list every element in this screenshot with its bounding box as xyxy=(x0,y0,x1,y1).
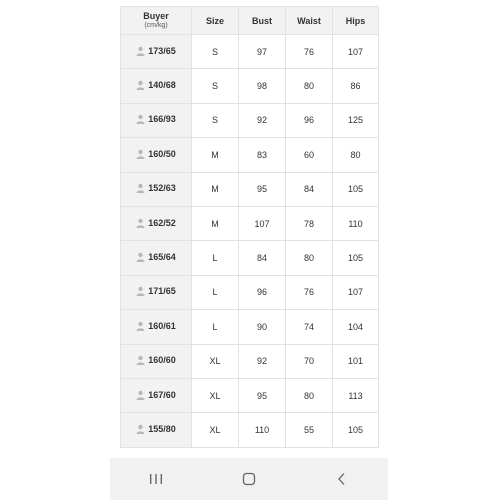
cell-buyer xyxy=(121,413,192,447)
cell-size: M xyxy=(192,206,239,240)
cell-waist: 76 xyxy=(286,35,333,69)
cell-size: S xyxy=(192,103,239,137)
cell-waist: 80 xyxy=(286,378,333,412)
buyer-cell-content xyxy=(136,149,176,159)
cell-bust: 97 xyxy=(239,35,286,69)
person-icon xyxy=(136,114,145,124)
buyer-cell-content xyxy=(136,321,176,331)
table-row xyxy=(121,69,379,103)
buyer-cell-content xyxy=(136,218,176,228)
cell-hips: 101 xyxy=(333,344,379,378)
person-icon xyxy=(136,355,145,365)
cell-size: XL xyxy=(192,344,239,378)
cell-size: L xyxy=(192,241,239,275)
recent-apps-button[interactable] xyxy=(136,464,176,494)
header-bust: Bust xyxy=(239,7,286,35)
table-row xyxy=(121,310,379,344)
cell-hips: 105 xyxy=(333,172,379,206)
person-icon xyxy=(136,252,145,262)
cell-bust: 107 xyxy=(239,206,286,240)
cell-buyer xyxy=(121,172,192,206)
table-row xyxy=(121,103,379,137)
table-row xyxy=(121,378,379,412)
cell-buyer xyxy=(121,35,192,69)
buyer-measurement: 171/65 xyxy=(148,286,176,297)
buyer-cell-content xyxy=(136,355,176,365)
person-icon xyxy=(136,321,145,331)
cell-buyer xyxy=(121,103,192,137)
person-icon xyxy=(136,183,145,193)
cell-buyer xyxy=(121,378,192,412)
person-icon xyxy=(136,149,145,159)
table-header-row xyxy=(121,7,379,35)
back-button[interactable] xyxy=(322,464,362,494)
person-icon xyxy=(136,46,145,56)
cell-bust: 84 xyxy=(239,241,286,275)
home-icon xyxy=(242,472,256,486)
cell-bust: 90 xyxy=(239,310,286,344)
cell-buyer xyxy=(121,241,192,275)
buyer-measurement: 155/80 xyxy=(148,423,176,434)
buyer-measurement: 160/50 xyxy=(148,148,176,159)
cell-bust: 110 xyxy=(239,413,286,447)
buyer-cell-content xyxy=(136,390,176,400)
buyer-measurement: 152/63 xyxy=(148,183,176,194)
cell-waist: 78 xyxy=(286,206,333,240)
buyer-measurement: 173/65 xyxy=(148,45,176,56)
cell-buyer xyxy=(121,69,192,103)
table-row xyxy=(121,206,379,240)
cell-hips: 107 xyxy=(333,275,379,309)
cell-hips: 105 xyxy=(333,413,379,447)
cell-hips: 110 xyxy=(333,206,379,240)
header-size: Size xyxy=(192,7,239,35)
back-icon xyxy=(336,472,348,486)
table-body xyxy=(121,35,379,448)
cell-hips: 107 xyxy=(333,35,379,69)
table-row xyxy=(121,344,379,378)
table-row xyxy=(121,413,379,447)
cell-bust: 98 xyxy=(239,69,286,103)
buyer-cell-content xyxy=(136,80,176,90)
buyer-cell-content xyxy=(136,252,176,262)
buyer-cell-content xyxy=(136,183,176,193)
person-icon xyxy=(136,390,145,400)
cell-hips: 86 xyxy=(333,69,379,103)
buyer-measurement: 140/68 xyxy=(148,80,176,91)
buyer-measurement: 162/52 xyxy=(148,217,176,228)
cell-hips: 80 xyxy=(333,138,379,172)
cell-bust: 83 xyxy=(239,138,286,172)
cell-bust: 92 xyxy=(239,103,286,137)
cell-waist: 80 xyxy=(286,69,333,103)
person-icon xyxy=(136,424,145,434)
buyer-cell-content xyxy=(136,424,176,434)
table-row xyxy=(121,275,379,309)
cell-waist: 84 xyxy=(286,172,333,206)
buyer-measurement: 160/61 xyxy=(148,320,176,331)
header-buyer-unit: (cm/kg) xyxy=(144,21,168,29)
buyer-cell-content xyxy=(136,114,176,124)
cell-size: M xyxy=(192,172,239,206)
cell-waist: 76 xyxy=(286,275,333,309)
table-row xyxy=(121,35,379,69)
cell-size: S xyxy=(192,69,239,103)
header-buyer xyxy=(121,7,192,35)
buyer-measurement: 166/93 xyxy=(148,114,176,125)
cell-hips: 113 xyxy=(333,378,379,412)
buyer-measurement: 167/60 xyxy=(148,389,176,400)
size-chart-table xyxy=(120,6,379,448)
buyer-cell-content xyxy=(136,46,176,56)
cell-buyer xyxy=(121,206,192,240)
cell-waist: 55 xyxy=(286,413,333,447)
cell-hips: 105 xyxy=(333,241,379,275)
buyer-measurement: 160/60 xyxy=(148,355,176,366)
cell-hips: 125 xyxy=(333,103,379,137)
buyer-cell-content xyxy=(136,286,176,296)
person-icon xyxy=(136,80,145,90)
cell-bust: 92 xyxy=(239,344,286,378)
header-hips: Hips xyxy=(333,7,379,35)
cell-size: XL xyxy=(192,378,239,412)
cell-buyer xyxy=(121,310,192,344)
cell-size: S xyxy=(192,35,239,69)
cell-waist: 74 xyxy=(286,310,333,344)
header-buyer-label: Buyer xyxy=(143,10,169,21)
cell-bust: 95 xyxy=(239,172,286,206)
person-icon xyxy=(136,286,145,296)
person-icon xyxy=(136,218,145,228)
table-row xyxy=(121,172,379,206)
cell-waist: 70 xyxy=(286,344,333,378)
cell-buyer xyxy=(121,344,192,378)
buyer-measurement: 165/64 xyxy=(148,252,176,263)
cell-waist: 96 xyxy=(286,103,333,137)
home-button[interactable] xyxy=(229,464,269,494)
cell-bust: 96 xyxy=(239,275,286,309)
cell-size: L xyxy=(192,275,239,309)
cell-size: L xyxy=(192,310,239,344)
cell-waist: 80 xyxy=(286,241,333,275)
table-row xyxy=(121,241,379,275)
recent-apps-icon xyxy=(149,473,163,485)
cell-bust: 95 xyxy=(239,378,286,412)
table-row xyxy=(121,138,379,172)
header-waist: Waist xyxy=(286,7,333,35)
cell-size: M xyxy=(192,138,239,172)
cell-hips: 104 xyxy=(333,310,379,344)
system-navigation-bar xyxy=(110,458,388,500)
cell-size: XL xyxy=(192,413,239,447)
cell-buyer xyxy=(121,138,192,172)
cell-buyer xyxy=(121,275,192,309)
cell-waist: 60 xyxy=(286,138,333,172)
